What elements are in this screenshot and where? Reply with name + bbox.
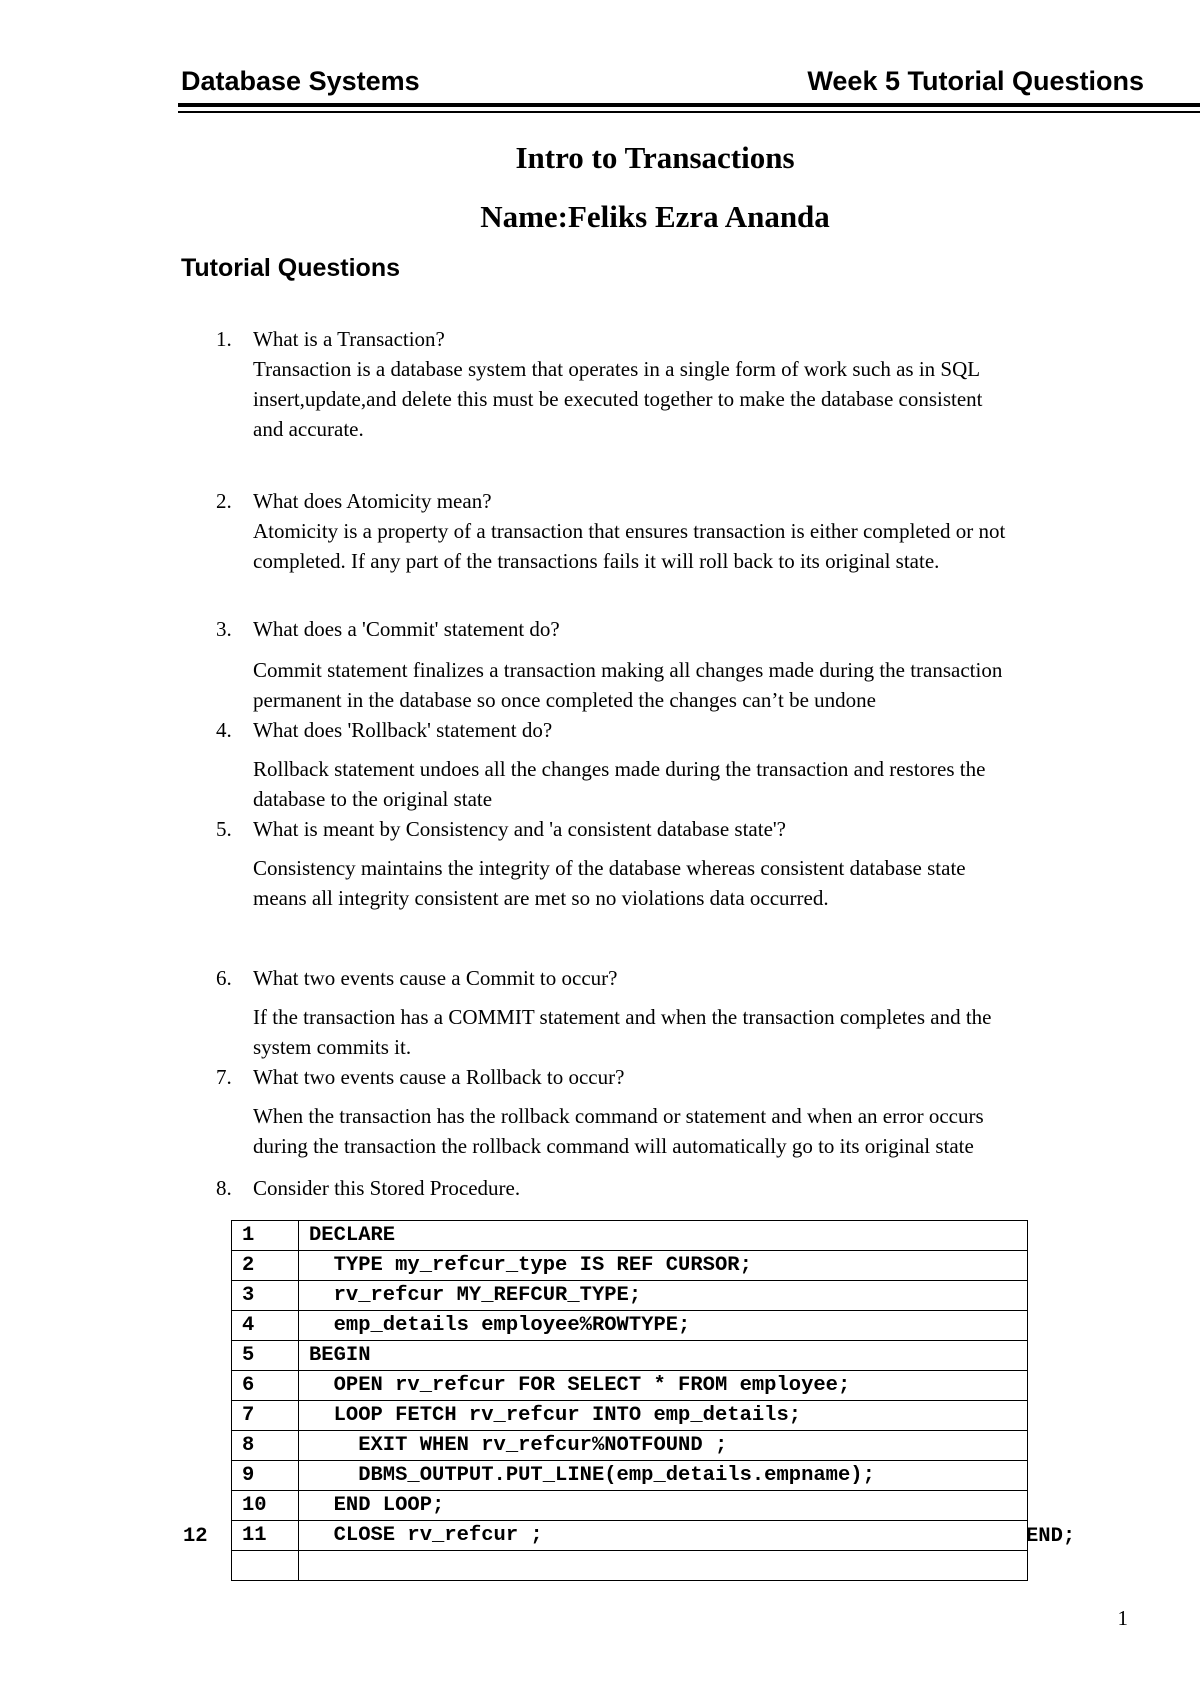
student-name: Name:Feliks Ezra Ananda (480, 199, 830, 234)
answer-line: insert,update,and delete this must be executed together to make the database consistent (253, 387, 983, 411)
section-heading: Tutorial Questions (181, 254, 400, 282)
code-line-number: 9 (232, 1461, 299, 1491)
answer-line: means all integrity consistent are met so no violations data occurred. (253, 886, 829, 910)
code-row (232, 1431, 1028, 1461)
question-text: What does 'Rollback' statement do? (253, 718, 553, 742)
answer-line: database to the original state (253, 787, 493, 811)
code-line-number: 6 (232, 1371, 299, 1401)
stored-procedure-table (231, 1220, 1028, 1581)
code-line-number: 3 (232, 1281, 299, 1311)
code-row (232, 1521, 1028, 1551)
code-line-text: CLOSE rv_refcur ; (299, 1521, 1028, 1551)
code-row (232, 1221, 1028, 1251)
code-line-text: rv_refcur MY_REFCUR_TYPE; (299, 1281, 1028, 1311)
code-line-number (232, 1551, 299, 1581)
code-line-number: 4 (232, 1311, 299, 1341)
overflow-line-code: END; (1026, 1525, 1076, 1548)
code-row (232, 1491, 1028, 1521)
code-line-number: 10 (232, 1491, 299, 1521)
code-row (232, 1401, 1028, 1431)
question-number: 2. (216, 489, 232, 513)
code-line-text: END LOOP; (299, 1491, 1028, 1521)
question-number: 4. (216, 718, 232, 742)
code-row (232, 1281, 1028, 1311)
code-line-text: LOOP FETCH rv_refcur INTO emp_details; (299, 1401, 1028, 1431)
answer-line: If the transaction has a COMMIT statement and when the transaction completes and the (253, 1005, 992, 1029)
answer-line: Rollback statement undoes all the changes made during the transaction and restores the (253, 757, 986, 781)
header-rule-thin (178, 111, 1200, 113)
header-left-course-title: Database Systems (181, 66, 420, 96)
question-number: 1. (216, 327, 232, 351)
code-line-number: 5 (232, 1341, 299, 1371)
question-text: What is meant by Consistency and 'a consistent database state'? (253, 817, 786, 841)
header-rule-thick (178, 103, 1200, 107)
question-text: What is a Transaction? (253, 327, 445, 351)
question-text: What does a 'Commit' statement do? (253, 617, 560, 641)
answer-line: Consistency maintains the integrity of the database whereas consistent database state (253, 856, 966, 880)
question-number: 3. (216, 617, 232, 641)
code-row (232, 1371, 1028, 1401)
code-line-text: EXIT WHEN rv_refcur%NOTFOUND ; (299, 1431, 1028, 1461)
code-line-number: 8 (232, 1431, 299, 1461)
answer-line: Atomicity is a property of a transaction that ensures transaction is either completed or not (253, 519, 1006, 543)
code-row (232, 1251, 1028, 1281)
question-number: 5. (216, 817, 232, 841)
code-row (232, 1341, 1028, 1371)
page-title: Intro to Transactions (515, 140, 795, 175)
code-line-number: 11 (232, 1521, 299, 1551)
code-line-text (299, 1551, 1028, 1581)
code-line-text: DECLARE (299, 1221, 1028, 1251)
code-row (232, 1461, 1028, 1491)
answer-line: completed. If any part of the transactions fails it will roll back to its original state. (253, 549, 940, 573)
page-number: 1 (1117, 1606, 1128, 1630)
answer-line: When the transaction has the rollback command or statement and when an error occurs (253, 1104, 984, 1128)
question-number: 8. (216, 1176, 232, 1200)
code-line-number: 1 (232, 1221, 299, 1251)
question-text: Consider this Stored Procedure. (253, 1176, 521, 1200)
question-text: What two events cause a Rollback to occur? (253, 1065, 625, 1089)
header-right-week-title: Week 5 Tutorial Questions (807, 66, 1144, 96)
code-row (232, 1551, 1028, 1581)
question-number: 7. (216, 1065, 232, 1089)
question-text: What two events cause a Commit to occur? (253, 966, 618, 990)
code-line-text: OPEN rv_refcur FOR SELECT * FROM employee; (299, 1371, 1028, 1401)
answer-line: Commit statement finalizes a transaction making all changes made during the transaction (253, 658, 1003, 682)
answer-line: and accurate. (253, 417, 364, 441)
answer-line: system commits it. (253, 1035, 412, 1059)
code-row (232, 1311, 1028, 1341)
code-line-number: 2 (232, 1251, 299, 1281)
question-text: What does Atomicity mean? (253, 489, 492, 513)
code-line-text: BEGIN (299, 1341, 1028, 1371)
code-line-text: DBMS_OUTPUT.PUT_LINE(emp_details.empname); (299, 1461, 1028, 1491)
code-line-text: emp_details employee%ROWTYPE; (299, 1311, 1028, 1341)
code-line-number: 7 (232, 1401, 299, 1431)
answer-line: permanent in the database so once completed the changes can’t be undone (253, 688, 876, 712)
overflow-line-number: 12 (183, 1525, 208, 1548)
answer-line: Transaction is a database system that operates in a single form of work such as in SQL (253, 357, 981, 381)
answer-line: during the transaction the rollback command will automatically go to its original state (253, 1134, 974, 1158)
code-line-text: TYPE my_refcur_type IS REF CURSOR; (299, 1251, 1028, 1281)
question-number: 6. (216, 966, 232, 990)
